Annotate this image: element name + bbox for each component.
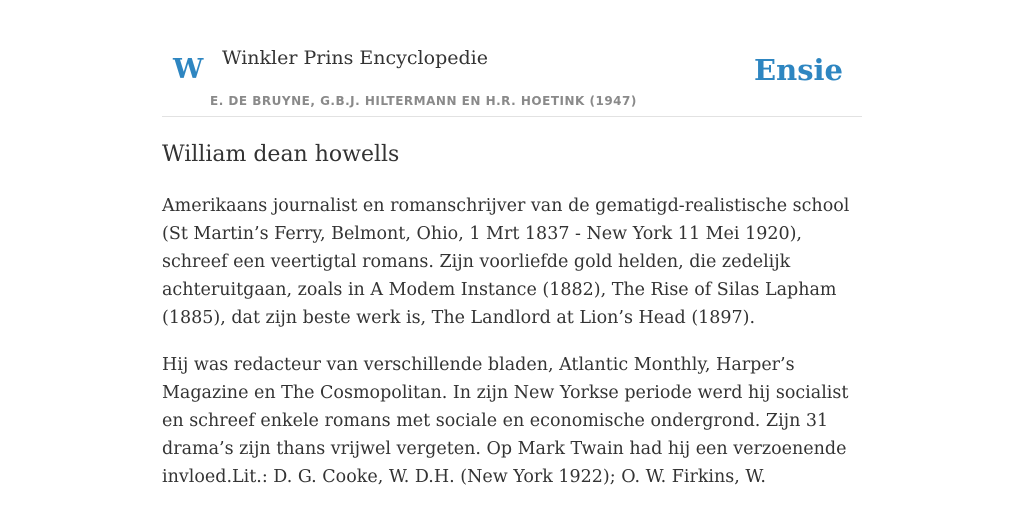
winkler-prins-logo[interactable]: W [173, 54, 204, 85]
article-paragraph: Hij was redacteur van verschillende bladen, Atlantic Monthly, Harper’s Magazine en The Cosmopolitan. In zijn New Yorkse periode werd hij socialist en schreef enkele romans met sociale en economische ondergrond. Zijn 31 drama’s zijn thans vrijwel vergeten. Op Mark Twain had hij een verzoenende invloed.Lit.: D. G. Cooke, W. D.H. (New York 1922); O. W. Firkins, W. [162, 355, 849, 487]
ensie-logo[interactable]: Ensie [754, 53, 843, 87]
source-authors: E. DE BRUYNE, G.B.J. HILTERMANN EN H.R. HOETINK (1947) [210, 94, 637, 108]
source-title[interactable]: Winkler Prins Encyclopedie [222, 47, 488, 69]
source-header [162, 0, 862, 117]
article-title: William dean howells [162, 142, 400, 167]
article-paragraph: Amerikaans journalist en romanschrijver van de gematigd-realistische school (St Martin’s Ferry, Belmont, Ohio, 1 Mrt 1837 - New York 11 Mei 1920), schreef een veertigtal romans. Zijn voorliefde gold helden, die zedelijk achteruitgaan, zoals in A Modem Instance (1882), The Rise of Silas Lapham (1885), dat zijn beste werk is, The Landlord at Lion’s Head (1897). [162, 196, 850, 328]
article-body [162, 192, 864, 510]
